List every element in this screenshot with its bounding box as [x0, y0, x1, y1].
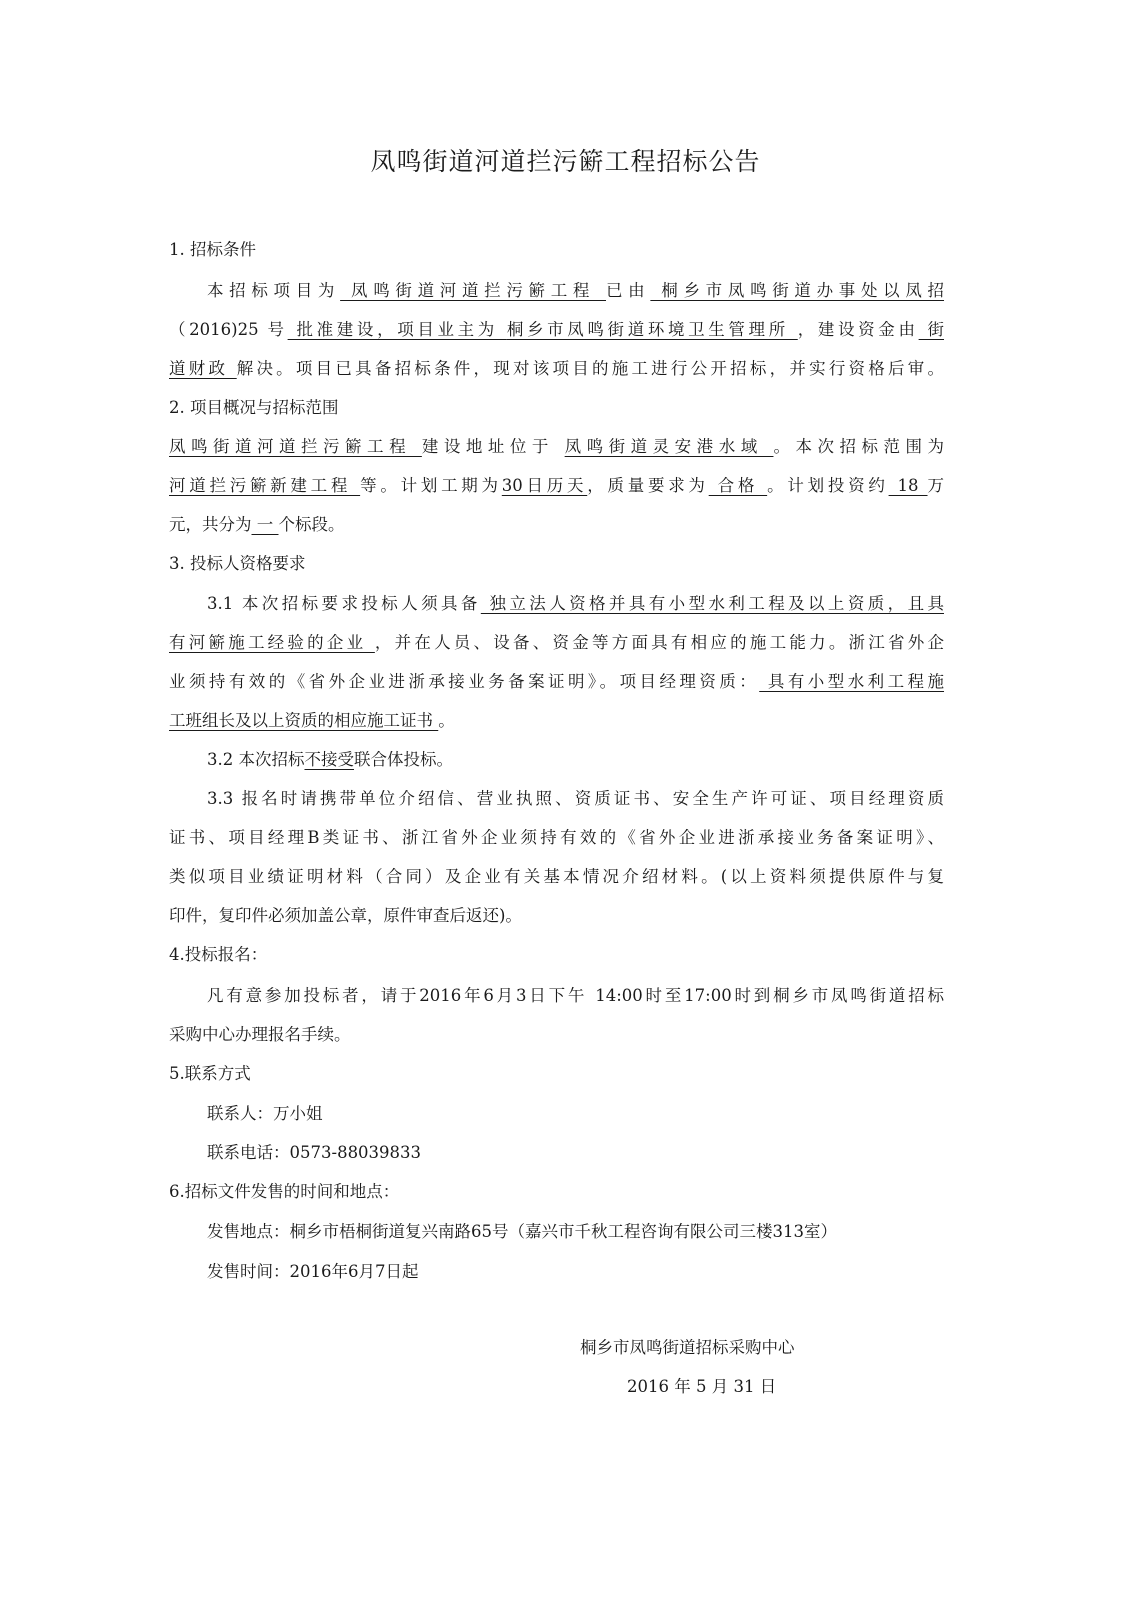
- s3-3-line-2: 证书、项目经理B类证书、浙江省外企业须持有效的《省外企业进浙承接业务备案证明》、: [169, 828, 944, 847]
- s3-1-line-4: 工班组长及以上资质的相应施工证书 。: [169, 711, 455, 730]
- s3-1-line-2: 有河簖施工经验的企业 ，并在人员、设备、资金等方面具有相应的施工能力。浙江省外企: [169, 633, 945, 652]
- section-5-heading: 5.联系方式: [169, 1064, 251, 1083]
- s4-line-1: 凡有意参加投标者，请于2016年6月3日下午 14:00时至17:00时到桐乡市凤鸣街道招标: [207, 986, 944, 1005]
- s3-3-line-3: 类似项目业绩证明材料（合同）及企业有关基本情况介绍材料。(以上资料须提供原件与复: [169, 867, 944, 886]
- section-1-heading: 1. 招标条件: [169, 240, 256, 259]
- s3-3-line-4: 印件，复印件必须加盖公章，原件审查后返还)。: [169, 906, 522, 925]
- sale-place: 发售地点：桐乡市梧桐街道复兴南路65号（嘉兴市千秋工程咨询有限公司三楼313室）: [207, 1222, 837, 1241]
- issue-date: 2016 年 5 月 31 日: [627, 1377, 777, 1396]
- s4-line-2: 采购中心办理报名手续。: [169, 1025, 351, 1044]
- s2-line-2: 河道拦污簖新建工程 等。计划工期为30日历天，质量要求为 合格 。计划投资约 18 万: [169, 476, 945, 495]
- contact-person: 联系人：万小姐: [207, 1104, 323, 1123]
- issuer-organization: 桐乡市凤鸣街道招标采购中心: [580, 1338, 795, 1357]
- section-3-heading: 3. 投标人资格要求: [169, 554, 306, 573]
- document-title: 凤鸣街道河道拦污簖工程招标公告: [370, 147, 761, 176]
- s2-line-3: 元，共分为 一 个标段。: [169, 515, 345, 534]
- s2-line-1: 凤鸣街道河道拦污簖工程 建设地址位于 凤鸣街道灵安港水域 。本次招标范围为: [169, 437, 945, 456]
- section-4-heading: 4.投标报名：: [169, 945, 268, 964]
- s1-line-3: 道财政 解决。项目已具备招标条件，现对该项目的施工进行公开招标，并实行资格后审。: [169, 359, 945, 378]
- s1-line-1: 本招标项目为 凤鸣街道河道拦污簖工程 已由 桐乡市凤鸣街道办事处以凤招: [207, 281, 945, 300]
- s3-1-line-1: 3.1 本次招标要求投标人须具备 独立法人资格并具有小型水利工程及以上资质，且具: [207, 594, 944, 613]
- s3-3-line-1: 3.3 报名时请携带单位介绍信、营业执照、资质证书、安全生产许可证、项目经理资质: [207, 789, 944, 808]
- s3-1-line-3: 业须持有效的《省外企业进浙承接业务备案证明》。项目经理资质： 具有小型水利工程施: [169, 672, 945, 691]
- sale-time: 发售时间：2016年6月7日起: [207, 1262, 419, 1281]
- section-6-heading: 6.招标文件发售的时间和地点：: [169, 1182, 400, 1201]
- contact-phone: 联系电话：0573-88039833: [207, 1143, 422, 1162]
- s3-2-line: 3.2 本次招标不接受联合体投标。: [207, 750, 453, 769]
- section-2-heading: 2. 项目概况与招标范围: [169, 398, 339, 417]
- s1-line-2: （2016)25 号 批准建设，项目业主为 桐乡市凤鸣街道环境卫生管理所 ，建设资金由 街: [169, 320, 944, 339]
